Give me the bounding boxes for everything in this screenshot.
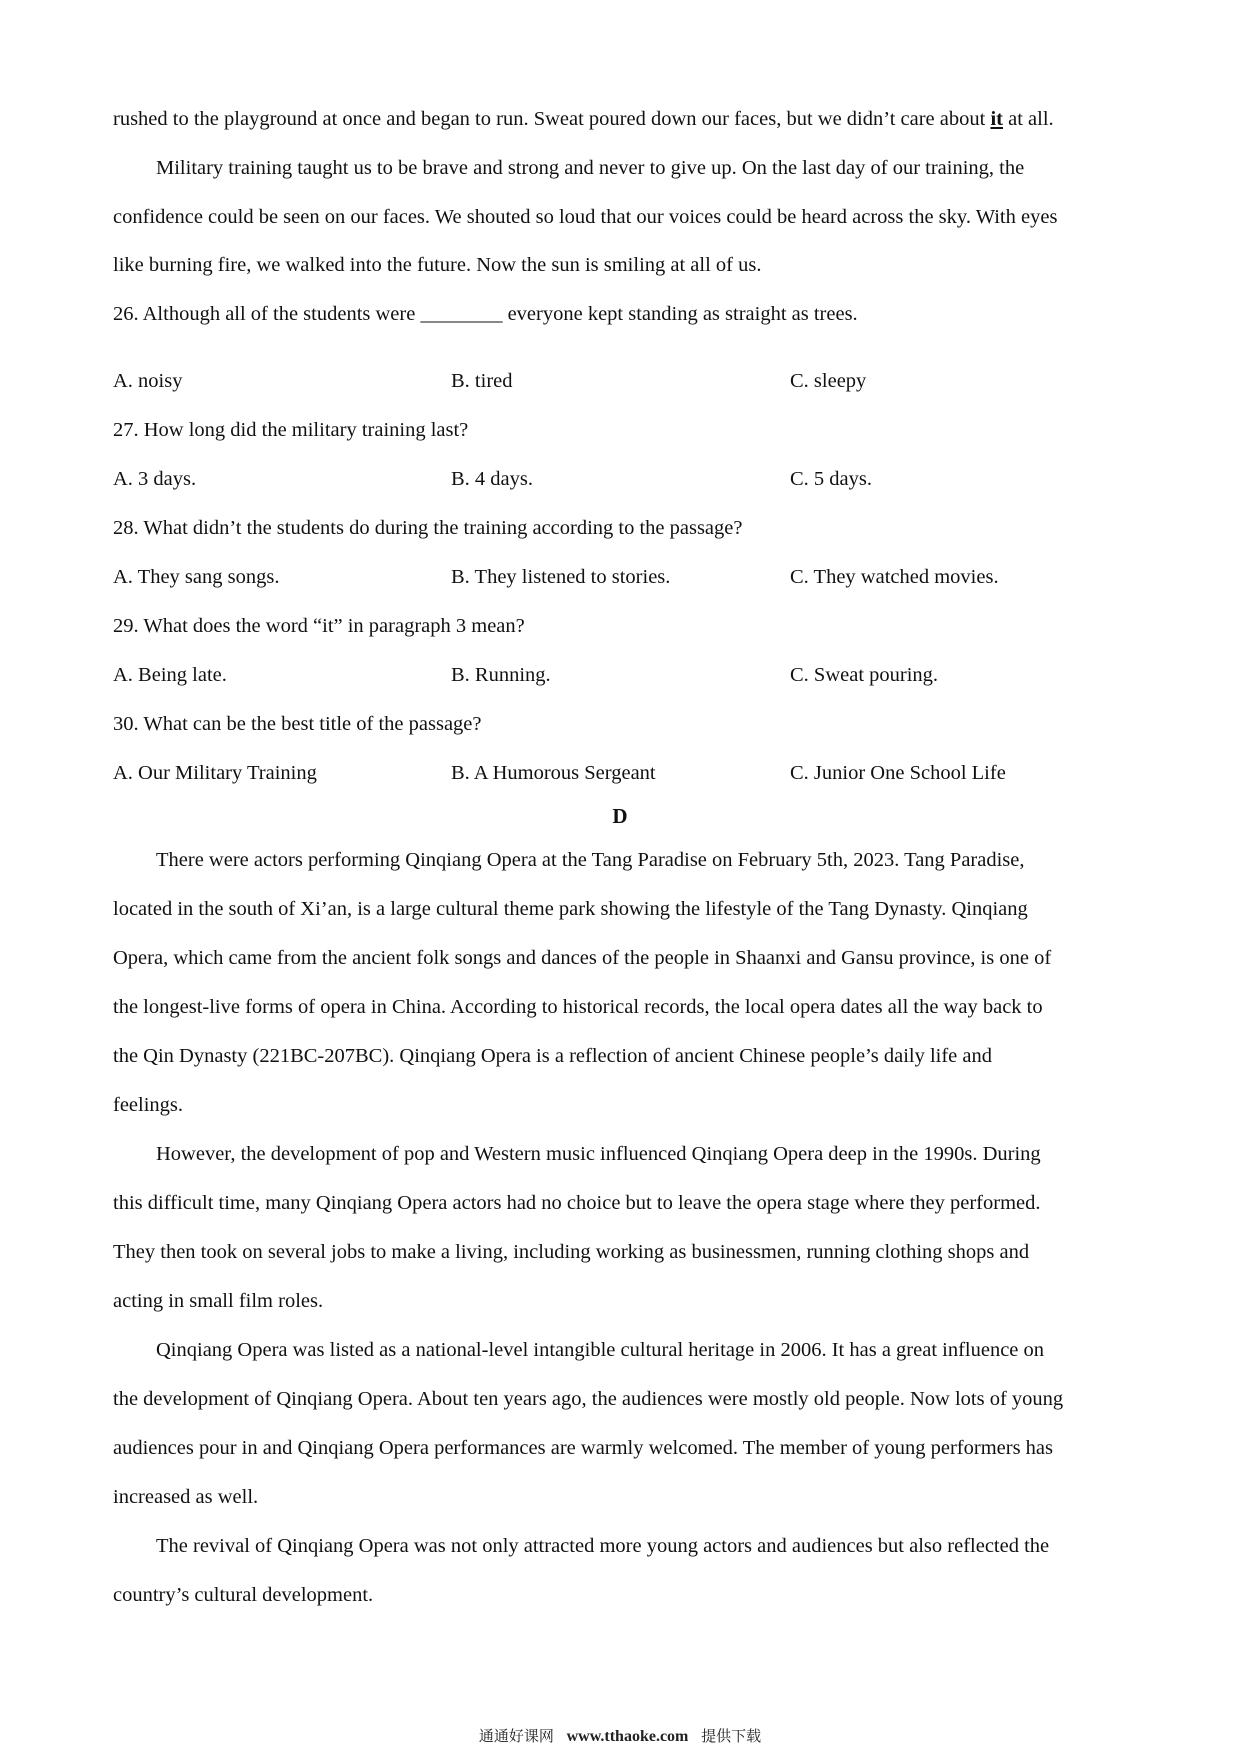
paragraph-line: like burning fire, we walked into the future. Now the sun is smiling at all of us. [113, 254, 762, 276]
paragraph-line: There were actors performing Qinqiang Opera at the Tang Paradise on February 5th, 2023. Tang Paradise, [156, 849, 1025, 871]
option-b: B. A Humorous Sergeant [451, 762, 656, 784]
paragraph-line: feelings. [113, 1094, 184, 1116]
text-segment: at all. [1002, 108, 1054, 130]
paragraph-line: However, the development of pop and Western music influenced Qinqiang Opera deep in the 1990s. During [156, 1143, 1041, 1165]
option-b: B. 4 days. [451, 468, 533, 490]
option-c: C. Sweat pouring. [790, 664, 939, 686]
option-a: A. Being late. [113, 664, 227, 686]
option-a: A. noisy [113, 370, 183, 392]
paragraph-line: the development of Qinqiang Opera. About ten years ago, the audiences were mostly old people. Now lots of young [113, 1388, 1064, 1410]
question-stem: 30. What can be the best title of the passage? [113, 713, 482, 735]
option-c: C. They watched movies. [790, 566, 999, 588]
footer-note: 提供下载 [701, 1727, 762, 1745]
paragraph-line: this difficult time, many Qinqiang Opera actors had no choice but to leave the opera stage where they performed. [113, 1192, 1041, 1214]
option-c: C. sleepy [790, 370, 867, 392]
paragraph-line: increased as well. [113, 1486, 259, 1508]
paragraph-line: acting in small film roles. [113, 1290, 324, 1312]
section-heading: D [612, 804, 628, 828]
paragraph-line: the longest-live forms of opera in China. According to historical records, the local opera dates all the way back to [113, 996, 1043, 1018]
question-stem: 29. What does the word “it” in paragraph 3 mean? [113, 615, 525, 637]
paragraph-line: country’s cultural development. [113, 1584, 374, 1606]
option-c: C. 5 days. [790, 468, 872, 490]
paragraph-line: The revival of Qinqiang Opera was not only attracted more young actors and audiences but also reflected the [156, 1535, 1050, 1557]
question-stem: 26. Although all of the students were ________ everyone kept standing as straight as trees. [113, 303, 858, 325]
option-c: C. Junior One School Life [790, 762, 1006, 784]
paragraph-line: Qinqiang Opera was listed as a national-level intangible cultural heritage in 2006. It has a great influence on [156, 1339, 1045, 1361]
paragraph-line: Opera, which came from the ancient folk songs and dances of the people in Shaanxi and Gansu province, is one of [113, 947, 1052, 969]
paragraph-line: Military training taught us to be brave and strong and never to give up. On the last day of our training, the [156, 157, 1025, 179]
option-a: A. 3 days. [113, 468, 197, 490]
paragraph-line: confidence could be seen on our faces. We shouted so loud that our voices could be heard across the sky. With eyes [113, 206, 1058, 228]
option-b: B. tired [451, 370, 513, 392]
text-segment: rushed to the playground at once and began to run. Sweat poured down our faces, but we didn’t care about [113, 108, 991, 130]
option-b: B. They listened to stories. [451, 566, 671, 588]
paragraph-line: audiences pour in and Qinqiang Opera performances are warmly welcomed. The member of young performers has [113, 1437, 1053, 1459]
marked-word: it [990, 108, 1003, 130]
question-stem: 27. How long did the military training last? [113, 419, 469, 441]
passage-c-line [113, 105, 1054, 133]
option-a: A. They sang songs. [113, 566, 280, 588]
option-a: A. Our Military Training [113, 762, 317, 784]
paragraph-line: located in the south of Xi’an, is a large cultural theme park showing the lifestyle of the Tang Dynasty. Qinqiang [113, 898, 1028, 920]
question-stem: 28. What didn’t the students do during the training according to the passage? [113, 517, 743, 539]
paragraph-line: They then took on several jobs to make a living, including working as businessmen, running clothing shops and [113, 1241, 1030, 1263]
paragraph-line: the Qin Dynasty (221BC-207BC). Qinqiang Opera is a reflection of ancient Chinese people’s daily life and [113, 1045, 993, 1067]
footer-site-name: 通通好课网 [478, 1727, 554, 1745]
footer-url-link[interactable]: www.tthaoke.com [566, 1728, 689, 1745]
page-footer [0, 1726, 1240, 1747]
option-b: B. Running. [451, 664, 551, 686]
